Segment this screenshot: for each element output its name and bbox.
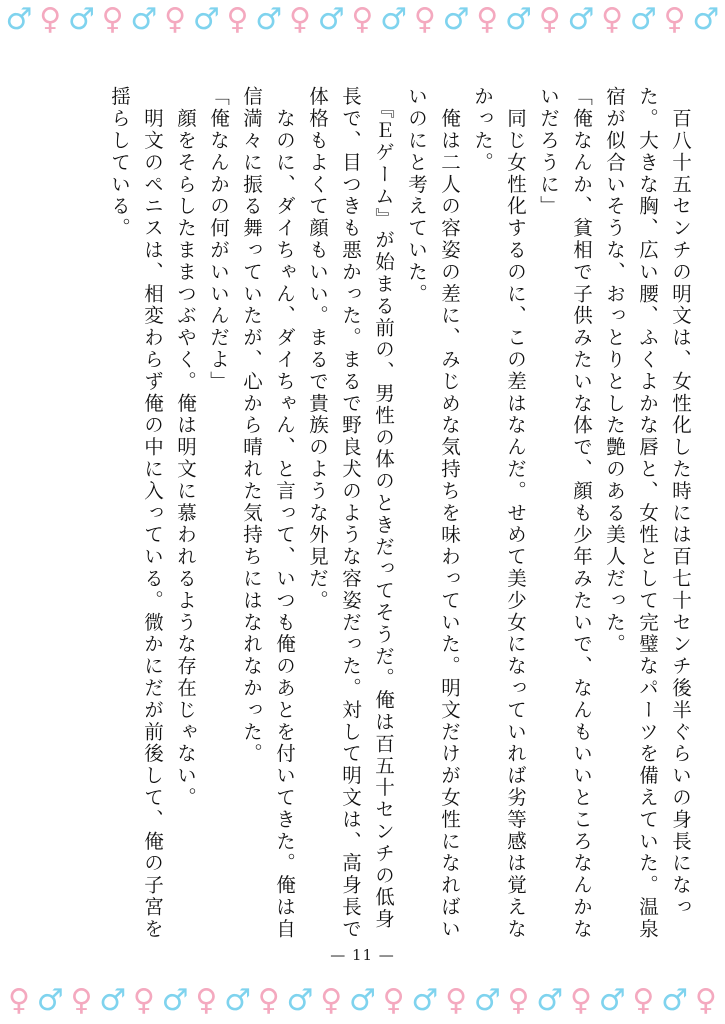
female-symbol-icon: ♀ xyxy=(694,983,717,1018)
female-symbol-icon: ♀ xyxy=(195,983,218,1018)
female-symbol-icon: ♀ xyxy=(320,983,343,1018)
male-symbol-icon: ♂ xyxy=(629,2,657,37)
page-number: — 11 — xyxy=(330,946,395,964)
male-symbol-icon: ♂ xyxy=(130,2,158,37)
female-symbol-icon: ♀ xyxy=(132,983,155,1018)
female-symbol-icon: ♀ xyxy=(8,983,30,1018)
female-symbol-icon: ♀ xyxy=(257,983,280,1018)
male-symbol-icon: ♂ xyxy=(255,2,283,37)
female-symbol-icon: ♀ xyxy=(632,983,655,1018)
male-symbol-icon: ♂ xyxy=(224,983,251,1018)
header-gender-symbols xyxy=(0,2,725,38)
male-symbol-icon: ♂ xyxy=(598,983,626,1018)
male-symbol-icon: ♂ xyxy=(536,983,564,1018)
paragraph: 百八十五センチの明文は、女性化した時には百七十センチ後半ぐらいの身長になった。大きな胸、広い腰、ふくよかな唇と、女性として完璧なパーツを備えていた。温泉宿が似合いそうな、おっとりとした艶のある美人だった。 xyxy=(603,86,692,941)
male-symbol-icon: ♂ xyxy=(442,2,470,37)
female-symbol-icon: ♀ xyxy=(601,2,624,37)
female-symbol-icon: ♀ xyxy=(413,2,436,37)
male-symbol-icon: ♂ xyxy=(473,983,501,1018)
male-symbol-icon: ♂ xyxy=(567,2,595,37)
female-symbol-icon: ♀ xyxy=(39,2,62,37)
female-symbol-icon: ♀ xyxy=(351,2,374,37)
male-symbol-icon: ♂ xyxy=(36,983,64,1018)
paragraph: 『Ｅゲーム』が始まる前の、男性の体のときだってそうだ。俺は百五十センチの低身長で、目つきも悪かった。まるで野良犬のような容姿だった。対して明文は、高身長で体格もよくて顔もいい。まるで貴族のような外見だ。 xyxy=(306,86,395,941)
female-symbol-icon: ♀ xyxy=(70,983,93,1018)
paragraph: 顔をそらしたままつぶやく。俺は明文に慕われるような存在じゃない。 xyxy=(174,86,197,809)
female-symbol-icon: ♀ xyxy=(569,983,592,1018)
female-symbol-icon: ♀ xyxy=(663,2,686,37)
male-symbol-icon: ♂ xyxy=(692,2,720,37)
female-symbol-icon: ♀ xyxy=(226,2,249,37)
female-symbol-icon: ♀ xyxy=(507,983,530,1018)
paragraph: なのに、ダイちゃん、ダイちゃん、と言って、いつも俺のあとを付いてきた。俺は自信満々に振る舞っていたが、心から晴れた気持ちにはなれなかった。 xyxy=(240,86,296,941)
male-symbol-icon: ♂ xyxy=(161,983,189,1018)
male-symbol-icon: ♂ xyxy=(192,2,220,37)
female-symbol-icon: ♀ xyxy=(476,2,499,37)
paragraph: 同じ女性化するのに、この差はなんだ。せめて美少女になっていれば劣等感は覚えなかった。 xyxy=(471,86,527,941)
vertical-text-body xyxy=(37,86,697,946)
female-symbol-icon: ♀ xyxy=(538,2,561,37)
male-symbol-icon: ♂ xyxy=(317,2,345,37)
male-symbol-icon: ♂ xyxy=(505,2,532,37)
male-symbol-icon: ♂ xyxy=(99,983,127,1018)
female-symbol-icon: ♀ xyxy=(382,983,405,1018)
paragraph: 「俺なんかの何がいいんだよ」 xyxy=(207,86,230,393)
paragraph: 「俺なんか、貧相で子供みたいな体で、顔も少年みたいで、なんもいいところなんかないだろうに」 xyxy=(537,86,593,941)
male-symbol-icon: ♂ xyxy=(286,983,314,1018)
male-symbol-icon: ♂ xyxy=(380,2,408,37)
female-symbol-icon: ♀ xyxy=(288,2,311,37)
female-symbol-icon: ♀ xyxy=(164,2,187,37)
female-symbol-icon: ♀ xyxy=(101,2,124,37)
paragraph: 明文のペニスは、相変わらず俺の中に入っている。微かにだが前後して、俺の子宮を揺らしている。 xyxy=(108,86,164,941)
male-symbol-icon: ♂ xyxy=(411,983,439,1018)
male-symbol-icon: ♂ xyxy=(661,983,689,1018)
male-symbol-icon: ♂ xyxy=(348,983,376,1018)
footer-gender-symbols xyxy=(0,983,725,1019)
male-symbol-icon: ♂ xyxy=(67,2,95,37)
male-symbol-icon: ♂ xyxy=(5,2,33,37)
female-symbol-icon: ♀ xyxy=(445,983,468,1018)
paragraph: 俺は二人の容姿の差に、みじめな気持ちを味わっていた。明文だけが女性になればいいのにと考えていた。 xyxy=(405,86,461,941)
